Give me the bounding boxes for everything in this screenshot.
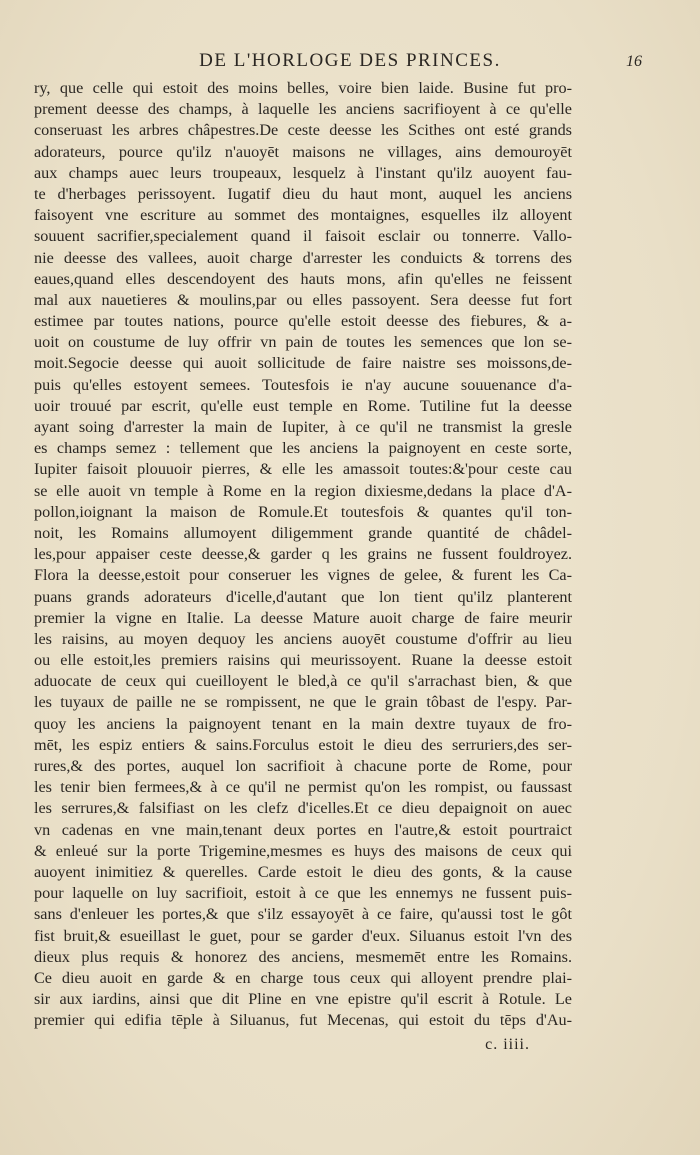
text-line: ry, que celle qui estoit des moins belles, voire bien laide. Busine fut pro- [34, 79, 572, 97]
text-line: ou elle estoit,les premiers raisins qui meurissoyent. Ruane la deesse estoit [34, 651, 572, 670]
text-line: faisoyent vne escriture au sommet des montaignes, esquelles ilz alloyent [34, 206, 572, 225]
text-line: auoyent inimitiez & querelles. Carde estoit le dieu des gonts, & la cause [34, 862, 572, 881]
signature-mark: c. iiii. [485, 1036, 530, 1053]
text-line: adorateurs, pource qu'ilz n'auoyēt maisons ne villages, ains demouroyēt [34, 142, 572, 161]
text-line: premier qui edifia tēple à Siluanus, fut Mecenas, qui estoit du tēps d'Au- [34, 1011, 572, 1030]
text-line: pour laquelle on luy sacrifioit, estoit à ce que les ennemys ne fussent puis- [34, 884, 572, 903]
running-head: DE L'HORLOGE DES PRINCES. [199, 50, 501, 71]
text-line: se elle auoit vn temple à Rome en la region dixiesme,dedans la place d'A- [34, 481, 572, 500]
page-header [0, 50, 700, 74]
text-line: les serrures,& falsifiast on les clefz d'icelles.Et ce dieu depaignoit on auec [34, 799, 572, 818]
text-line: mal aux nauetieres & moulins,par ou elles passoyent. Sera deesse fut fort [34, 290, 572, 309]
text-line: vn cadenas en vne main,tenant deux portes en l'autre,& estoit pourtraict [34, 820, 572, 839]
folio-number: 16 [626, 53, 642, 70]
text-line: estimee par toutes nations, pource qu'elle estoit deesse des fiebures, & a- [34, 312, 572, 331]
text-line: les tuyaux de paille ne se rompissent, ne que le grain tôbast de l'espy. Par- [34, 693, 572, 712]
text-line: les,pour appaiser ceste deesse,& garder q les grains ne fussent fouldroyez. [34, 545, 572, 564]
text-line: moit.Segocie deesse qui auoit sollicitude de faire naistre ses moissons,de- [34, 354, 572, 373]
text-line: aux champs auec leurs troupeaux, lesquelz à l'instant qu'ilz auoyent fau- [34, 163, 572, 182]
text-line: Ce dieu auoit en garde & en charge tous ceux qui alloyent prendre plai- [34, 968, 572, 987]
text-line: souuent sacrifier,specialement quand il faisoit esclair ou tonnerre. Vallo- [34, 227, 572, 246]
text-line: pollon,ioignant la maison de Romule.Et toutesfois & quantes qu'il ton- [34, 502, 572, 521]
text-line: sir aux iardins, ainsi que dit Pline en vne epistre qu'il escrit à Rotule. Le [34, 990, 572, 1009]
text-line: puans grands adorateurs d'icelle,d'autant que lon tient qu'ilz planterent [34, 587, 572, 606]
text-line: uoit on coustume de luy offrir vn pain de toutes les semences que lon se- [34, 333, 572, 352]
text-line: uoir trouué par escrit, qu'elle eust temple en Rome. Tutiline fut la deesse [34, 396, 572, 415]
text-line: premier la vigne en Italie. La deesse Mature auoit charge de faire meurir [34, 608, 572, 627]
text-line: & enleué sur la porte Trigemine,mesmes es huys des maisons de ceux qui [34, 841, 572, 860]
text-line: prement deesse des champs, à laquelle les anciens sacrifioyent à ce qu'elle [34, 100, 572, 119]
text-line: es champs semez : tellement que les anciens la paignoyent en ceste sorte, [34, 439, 572, 458]
text-line: conseruast les arbres châpestres.De ceste deesse les Scithes ont esté grands [34, 121, 572, 140]
text-line: sans d'enleuer les portes,& que s'ilz essayoyēt à ce faire, qu'aussi tost le gôt [34, 905, 572, 924]
text-line: les raisins, au moyen dequoy les anciens auoyēt coustume d'offrir au lieu [34, 629, 572, 648]
text-line: ayant soing d'arrester la main de Iupiter, à ce qu'il ne transmist la gresle [34, 418, 572, 436]
text-line: nie deesse des vallees, auoit charge d'arrester les conduicts & torrens des [34, 248, 572, 267]
text-line: Flora la deesse,estoit pour conseruer les vignes de gelee, & furent les Ca- [34, 566, 572, 585]
text-line: aduocate de ceux qui cueilloyent le bled,à ce qu'il s'arrachast bien, & que [34, 672, 572, 691]
text-line: rures,& des portes, auquel lon sacrifioit à chacune porte de Rome, pour [34, 757, 572, 775]
text-line: te d'herbages perissoyent. Iugatif dieu du haut mont, auquel les anciens [34, 184, 572, 203]
body-text [34, 78, 572, 1031]
text-line: Iupiter faisoit plouuoir pierres, & elle les amassoit toutes:&'pour ceste cau [34, 460, 572, 479]
text-line: eaues,quand elles descendoyent des hauts mons, afin qu'elles ne feissent [34, 269, 572, 288]
text-line: les tenir bien fermees,& à ce qu'il ne permist qu'on les rompist, ou faussast [34, 778, 572, 797]
text-line: quoy les anciens la paignoyent tenant en la main dextre tuyaux de fro- [34, 714, 572, 733]
text-line: mēt, les espiz entiers & sains.Forculus estoit le dieu des serruriers,des ser- [34, 735, 572, 754]
text-line: dieux plus requis & honorez des anciens, mesmemēt entre les Romains. [34, 947, 572, 966]
text-line: puis qu'elles estoyent semees. Toutesfois ie n'ay aucune souuenance d'a- [34, 375, 572, 394]
text-line: fist bruit,& esueillast le guet, pour se garder d'eux. Siluanus estoit l'vn des [34, 926, 572, 945]
text-line: noit, les Romains allumoyent diligemment grande quantité de châdel- [34, 523, 572, 542]
